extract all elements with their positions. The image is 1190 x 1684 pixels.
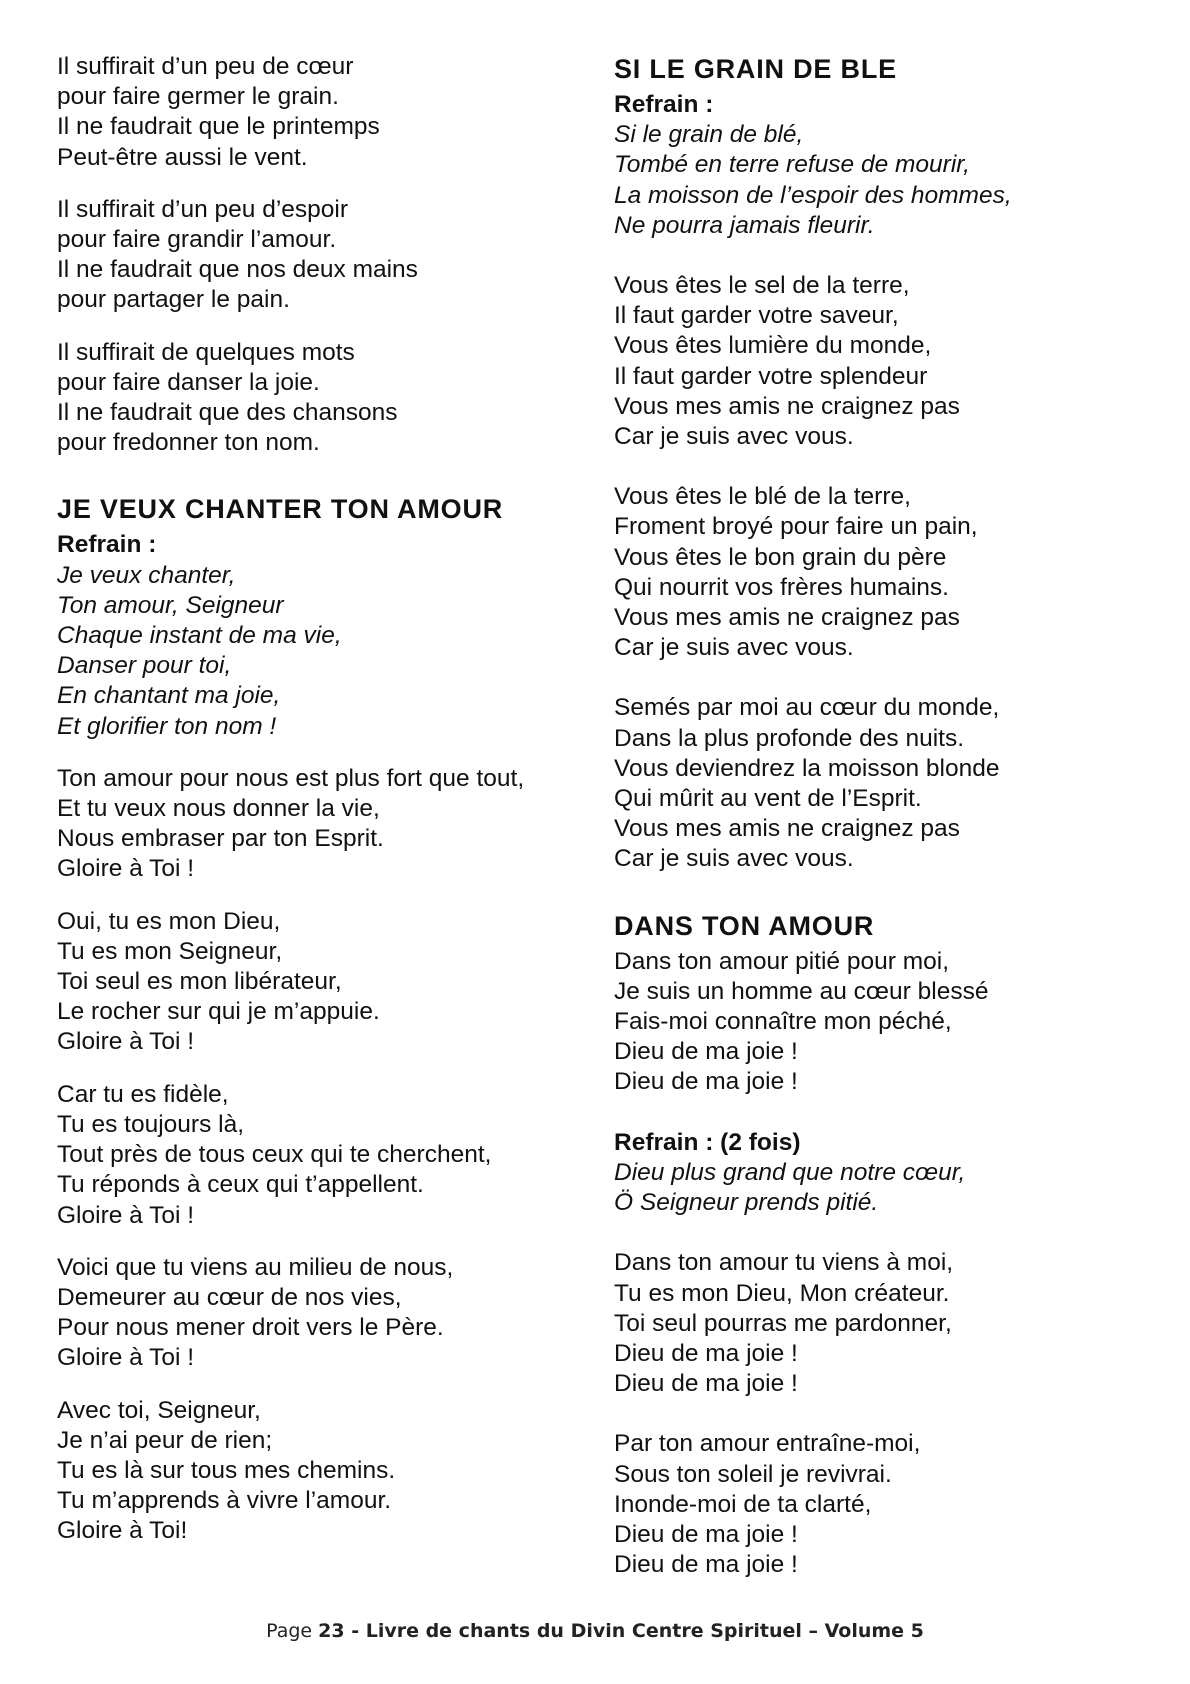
refrain-line: Ton amour, Seigneur bbox=[57, 591, 284, 619]
lyric-line: Vous êtes lumière du monde, bbox=[614, 332, 932, 360]
song-title: JE VEUX CHANTER TON AMOUR bbox=[57, 494, 504, 525]
lyric-line: Froment broyé pour faire un pain, bbox=[614, 513, 978, 541]
lyric-line: Pour nous mener droit vers le Père. bbox=[57, 1314, 444, 1342]
lyric-line: Demeurer au cœur de nos vies, bbox=[57, 1283, 402, 1311]
lyric-line: Dieu de ma joie ! bbox=[614, 1339, 798, 1367]
refrain bbox=[614, 1158, 1134, 1218]
lyric-line: Fais-moi connaître mon péché, bbox=[614, 1008, 952, 1036]
lyric-line: Toi seul pourras me pardonner, bbox=[614, 1309, 952, 1337]
lyric-line: pour fredonner ton nom. bbox=[57, 429, 320, 457]
lyric-line: Vous mes amis ne craignez pas bbox=[614, 815, 960, 843]
verse bbox=[614, 271, 1134, 452]
lyric-line: Vous êtes le sel de la terre, bbox=[614, 272, 910, 300]
lyric-line: Tu m’apprends à vivre l’amour. bbox=[57, 1487, 392, 1515]
lyric-line: Ton amour pour nous est plus fort que tout, bbox=[57, 764, 525, 792]
lyric-line: Dieu de ma joie ! bbox=[614, 1370, 798, 1398]
verse bbox=[57, 907, 577, 1058]
refrain-label: Refrain : bbox=[57, 531, 157, 559]
lyric-line: pour faire danser la joie. bbox=[57, 368, 320, 396]
lyric-line: Gloire à Toi ! bbox=[57, 1028, 195, 1056]
lyric-line: Car tu es fidèle, bbox=[57, 1080, 229, 1108]
refrain-line: En chantant ma joie, bbox=[57, 682, 281, 710]
refrain-line: Et glorifier ton nom ! bbox=[57, 712, 277, 740]
lyric-line: Sous ton soleil je revivrai. bbox=[614, 1460, 892, 1488]
lyric-line: Tu es toujours là, bbox=[57, 1110, 245, 1138]
intro-stanza-2 bbox=[57, 195, 577, 316]
verse bbox=[614, 1248, 1134, 1399]
verse bbox=[57, 1080, 577, 1231]
lyric-line: Nous embraser par ton Esprit. bbox=[57, 825, 384, 853]
lyric-line: Toi seul es mon libérateur, bbox=[57, 968, 342, 996]
refrain-line: Dieu plus grand que notre cœur, bbox=[614, 1158, 966, 1186]
lyric-line: Il suffirait d’un peu d’espoir bbox=[57, 195, 348, 223]
lyric-line: Par ton amour entraîne-moi, bbox=[614, 1430, 921, 1458]
footer-prefix: Page bbox=[266, 1620, 319, 1642]
lyric-line: Il faut garder votre splendeur bbox=[614, 362, 928, 390]
footer-book-title: - Livre de chants du Divin Centre Spirituel – Volume 5 bbox=[344, 1620, 924, 1642]
lyric-line: Car je suis avec vous. bbox=[614, 845, 854, 873]
refrain bbox=[57, 561, 577, 742]
lyric-line: Dans ton amour tu viens à moi, bbox=[614, 1249, 954, 1277]
lyric-line: pour faire germer le grain. bbox=[57, 83, 339, 111]
lyric-line: Dieu de ma joie ! bbox=[614, 1551, 798, 1579]
verse bbox=[57, 764, 577, 885]
lyric-line: Peut-être aussi le vent. bbox=[57, 143, 308, 171]
refrain-line: Je veux chanter, bbox=[57, 561, 236, 589]
lyric-line: Inonde-moi de ta clarté, bbox=[614, 1490, 872, 1518]
lyric-line: Gloire à Toi ! bbox=[57, 1344, 195, 1372]
lyric-line: Vous êtes le bon grain du père bbox=[614, 543, 947, 571]
refrain-line: Ne pourra jamais fleurir. bbox=[614, 211, 875, 239]
refrain bbox=[614, 120, 1134, 241]
lyric-line: Tu réponds à ceux qui t’appellent. bbox=[57, 1171, 424, 1199]
intro-stanza-1 bbox=[57, 52, 577, 173]
lyric-line: Il ne faudrait que des chansons bbox=[57, 399, 398, 427]
lyric-line: Il suffirait de quelques mots bbox=[57, 338, 355, 366]
lyric-line: Il faut garder votre saveur, bbox=[614, 302, 899, 330]
song-title: DANS TON AMOUR bbox=[614, 910, 875, 941]
lyric-line: Vous êtes le blé de la terre, bbox=[614, 483, 911, 511]
verse bbox=[57, 1396, 577, 1547]
verse bbox=[614, 1429, 1134, 1580]
lyric-line: Dieu de ma joie ! bbox=[614, 1038, 798, 1066]
lyric-line: Gloire à Toi ! bbox=[57, 855, 195, 883]
verse bbox=[614, 482, 1134, 663]
refrain-line: La moisson de l’espoir des hommes, bbox=[614, 181, 1012, 209]
lyric-line: Vous mes amis ne craignez pas bbox=[614, 604, 960, 632]
lyric-line: Dieu de ma joie ! bbox=[614, 1520, 798, 1548]
lyric-line: pour partager le pain. bbox=[57, 286, 290, 314]
intro-stanza-3 bbox=[57, 338, 577, 459]
page-footer bbox=[0, 1620, 1190, 1642]
lyric-line: Voici que tu viens au milieu de nous, bbox=[57, 1253, 454, 1281]
lyric-line: Et tu veux nous donner la vie, bbox=[57, 795, 380, 823]
refrain-line: Si le grain de blé, bbox=[614, 121, 804, 149]
lyric-line: Qui mûrit au vent de l’Esprit. bbox=[614, 785, 922, 813]
lyric-line: Semés par moi au cœur du monde, bbox=[614, 694, 1000, 722]
lyric-line: Il ne faudrait que le printemps bbox=[57, 113, 380, 141]
lyric-line: Vous mes amis ne craignez pas bbox=[614, 392, 960, 420]
lyric-line: Dieu de ma joie ! bbox=[614, 1068, 798, 1096]
lyric-line: Tout près de tous ceux qui te cherchent, bbox=[57, 1141, 492, 1169]
refrain-label: Refrain : bbox=[614, 91, 714, 118]
verse bbox=[614, 947, 1134, 1098]
refrain-label: Refrain : (2 fois) bbox=[614, 1128, 801, 1156]
lyric-line: Il suffirait d’un peu de cœur bbox=[57, 53, 354, 80]
lyric-line: Je suis un homme au cœur blessé bbox=[614, 977, 989, 1005]
lyric-line: Qui nourrit vos frères humains. bbox=[614, 573, 949, 601]
lyric-line: Tu es mon Dieu, Mon créateur. bbox=[614, 1279, 950, 1307]
verse bbox=[614, 693, 1134, 874]
lyric-line: Le rocher sur qui je m’appuie. bbox=[57, 998, 380, 1026]
lyric-line: Gloire à Toi! bbox=[57, 1517, 188, 1545]
refrain-line: Tombé en terre refuse de mourir, bbox=[614, 151, 970, 179]
refrain-line: Ö Seigneur prends pitié. bbox=[614, 1189, 879, 1217]
song-title: SI LE GRAIN DE BLE bbox=[614, 54, 897, 84]
verse bbox=[57, 1253, 577, 1374]
lyric-line: Gloire à Toi ! bbox=[57, 1201, 195, 1229]
refrain-line: Chaque instant de ma vie, bbox=[57, 622, 342, 650]
lyric-line: Dans ton amour pitié pour moi, bbox=[614, 947, 949, 975]
page-number: 23 bbox=[318, 1620, 345, 1642]
lyric-line: Tu es là sur tous mes chemins. bbox=[57, 1456, 396, 1484]
lyric-line: Car je suis avec vous. bbox=[614, 423, 854, 451]
left-column bbox=[57, 52, 577, 1569]
refrain-line: Danser pour toi, bbox=[57, 652, 232, 680]
lyric-line: Je n’ai peur de rien; bbox=[57, 1426, 273, 1454]
lyric-line: pour faire grandir l’amour. bbox=[57, 226, 337, 254]
lyric-line: Oui, tu es mon Dieu, bbox=[57, 907, 281, 935]
lyric-line: Avec toi, Seigneur, bbox=[57, 1396, 261, 1424]
lyric-line: Dans la plus profonde des nuits. bbox=[614, 724, 965, 752]
lyric-line: Vous deviendrez la moisson blonde bbox=[614, 754, 1000, 782]
lyric-line: Car je suis avec vous. bbox=[614, 634, 854, 662]
lyric-line: Tu es mon Seigneur, bbox=[57, 937, 283, 965]
lyric-line: Il ne faudrait que nos deux mains bbox=[57, 256, 418, 284]
right-column bbox=[614, 52, 1134, 1602]
